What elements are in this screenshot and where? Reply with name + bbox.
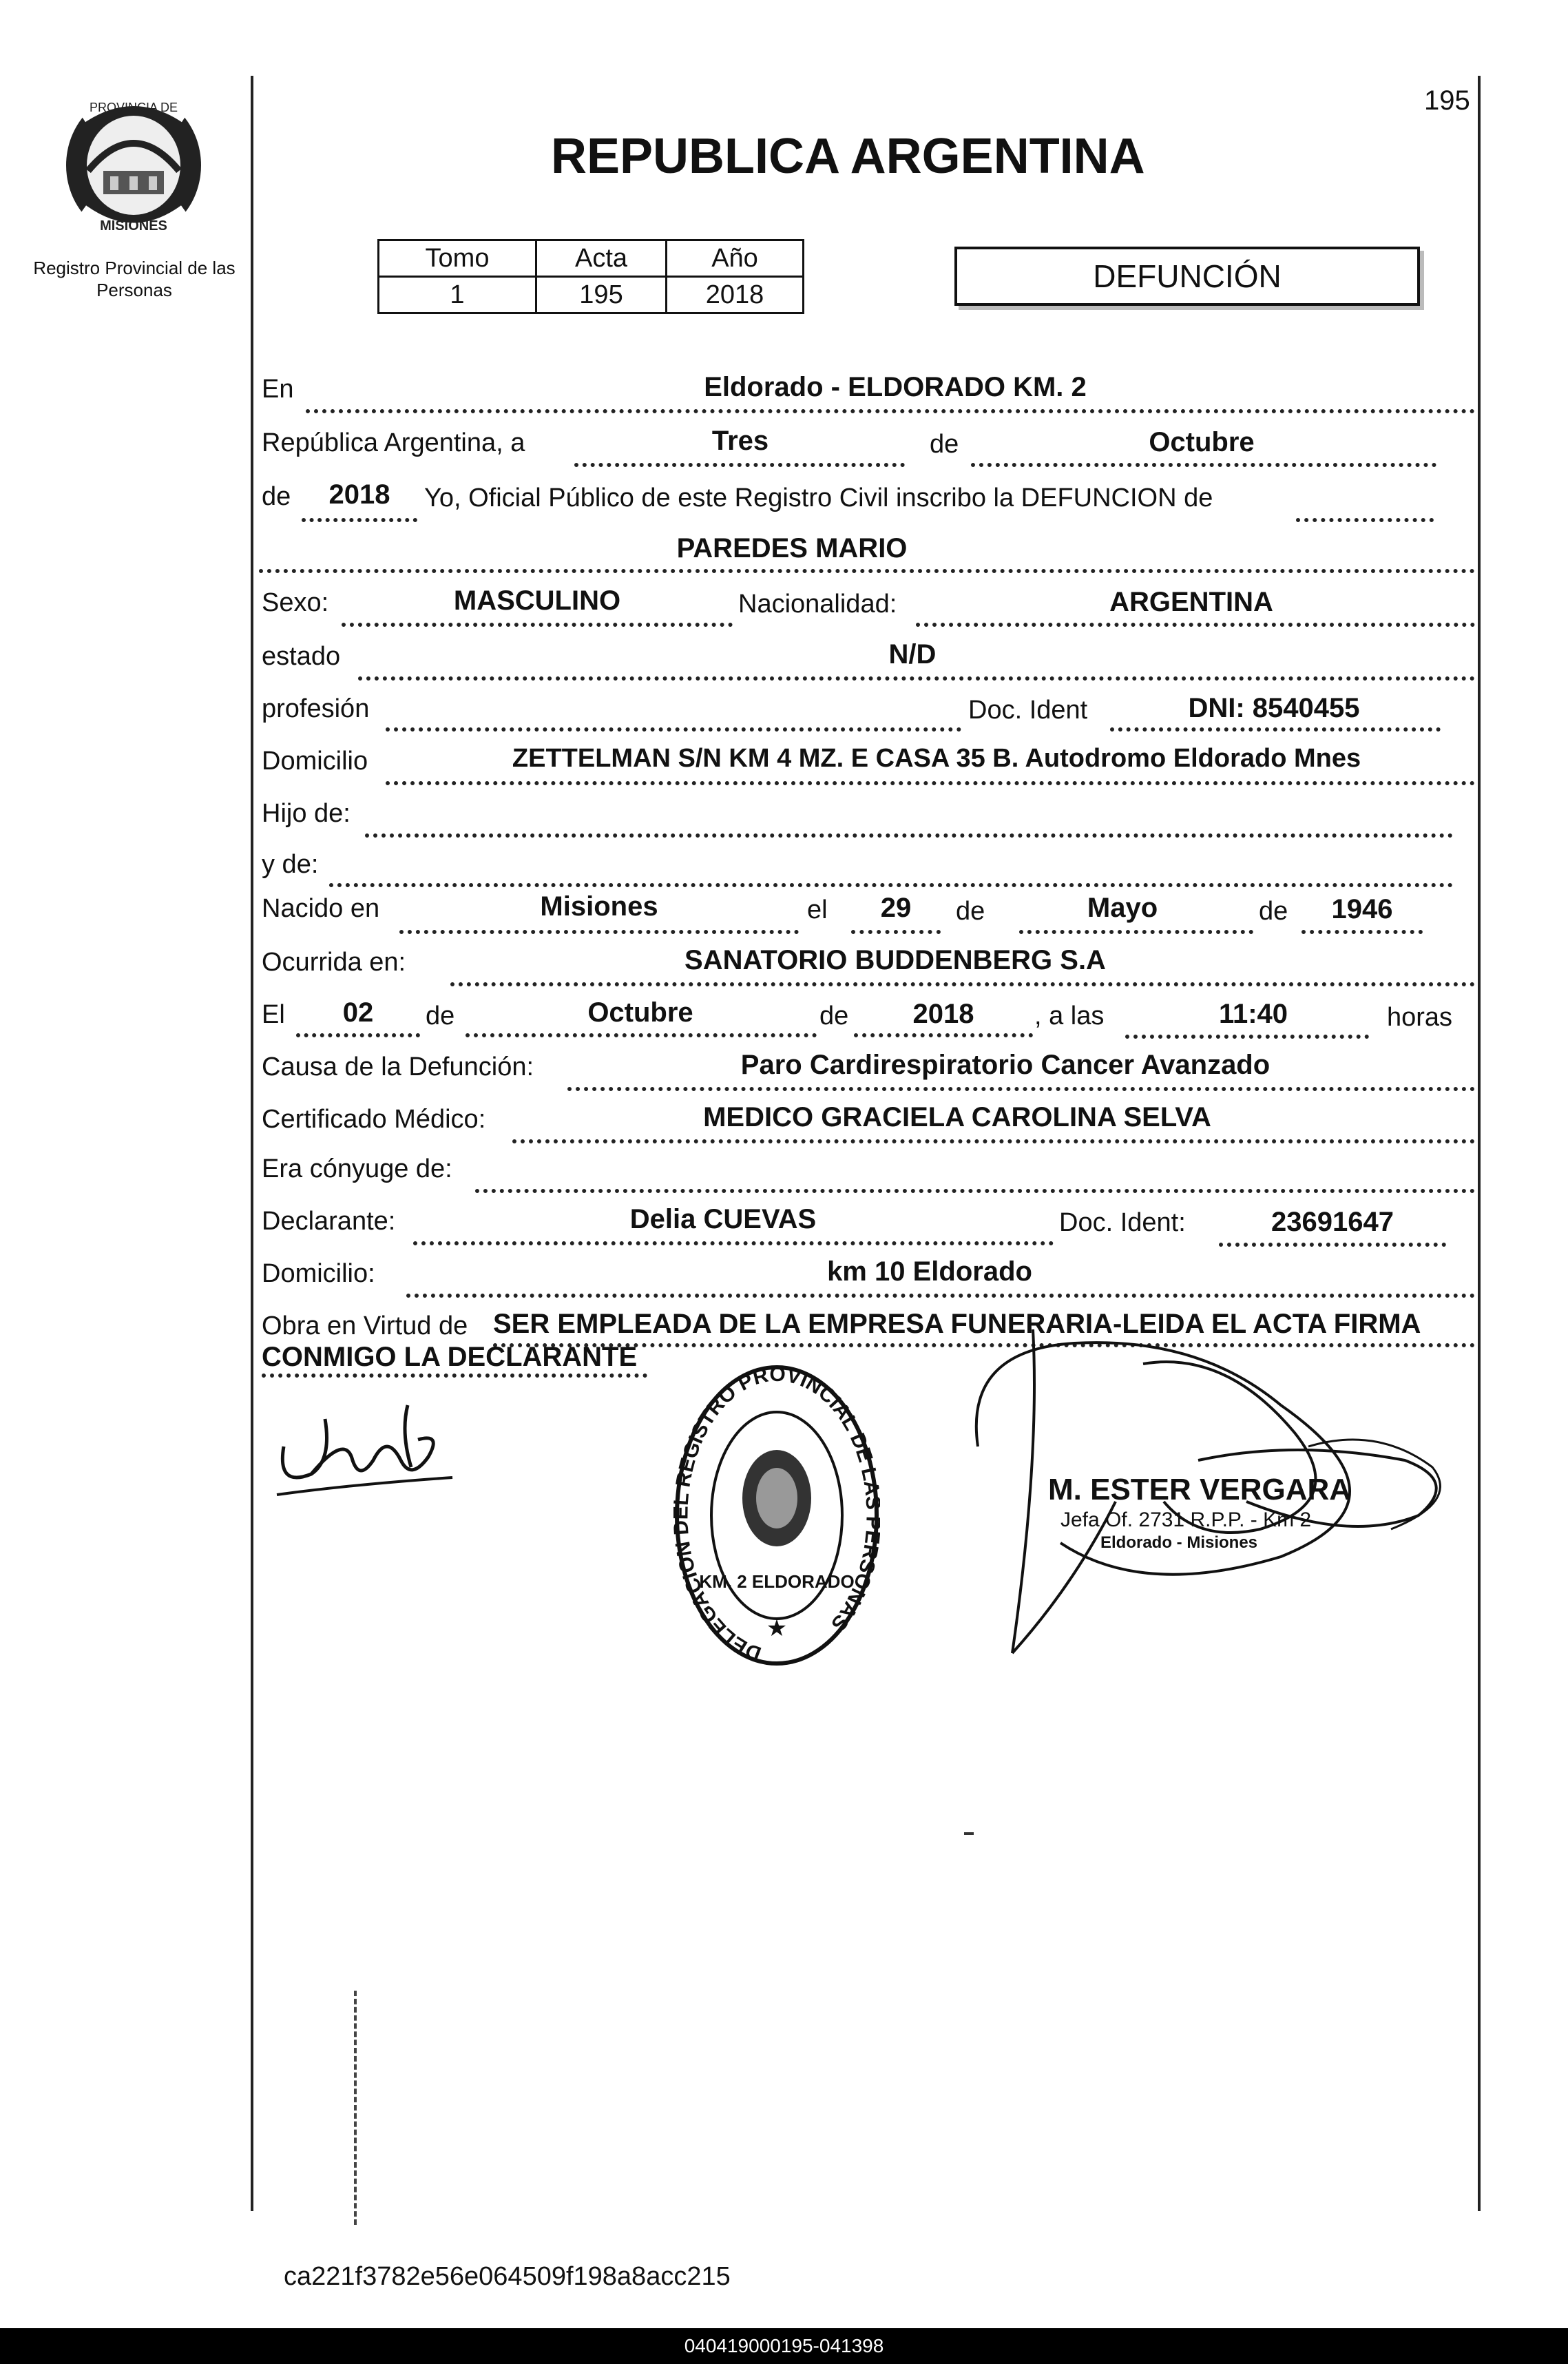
table-cell: 2018 — [667, 277, 804, 313]
domicilio-label: Domicilio — [262, 747, 368, 776]
dotted-line — [1302, 930, 1423, 934]
right-margin-rule — [1478, 76, 1481, 2211]
birth-day: 29 — [880, 893, 912, 923]
obra-value-line2: CONMIGO LA DECLARANTE — [262, 1342, 638, 1372]
svg-text:DELEGACION DEL REGISTRO PROVIN: DELEGACION REGISTRO PROVINCIAL DE L RSONAS — [673, 1362, 880, 1666]
vertical-dash-mark — [354, 1991, 357, 2225]
dotted-line — [574, 463, 905, 467]
death-day: 02 — [342, 997, 374, 1028]
doc-ident-value: DNI: 8540455 — [1188, 693, 1360, 723]
doc2-value: 23691647 — [1271, 1207, 1394, 1237]
alas-label: , a las — [1034, 1002, 1105, 1030]
sexo-label: Sexo: — [262, 588, 329, 617]
province-logo — [61, 88, 207, 242]
de-label: de — [819, 1002, 849, 1030]
nacido-label: Nacido en — [262, 894, 380, 923]
dotted-line — [302, 518, 417, 522]
en-label: En — [262, 375, 294, 404]
dotted-line — [1019, 930, 1253, 934]
el2-label: El — [262, 1000, 285, 1029]
dotted-line — [406, 1294, 1475, 1298]
barcode-text: 040419000195-041398 — [684, 2335, 884, 2356]
nacionalidad-label: Nacionalidad: — [738, 590, 897, 619]
dotted-line — [296, 1033, 420, 1037]
left-margin-rule — [251, 76, 253, 2211]
domicilio-value: ZETTELMAN S/N KM 4 MZ. E CASA 35 B. Autodromo Eldorado Mnes — [512, 744, 1361, 773]
declarante-label: Declarante: — [262, 1207, 396, 1236]
table-cell: 1 — [379, 277, 536, 313]
svg-text:PROVINCIA DE: PROVINCIA DE — [89, 101, 178, 114]
declarant-signature — [270, 1391, 463, 1508]
registry-name: Registro Provincial de las Personas — [33, 258, 236, 300]
dotted-line — [971, 463, 1436, 467]
official-place: Eldorado - Misiones — [1100, 1533, 1258, 1552]
dotted-line — [1125, 1035, 1369, 1039]
en-value: Eldorado - ELDORADO KM. 2 — [704, 372, 1087, 402]
death-time: 11:40 — [1218, 999, 1288, 1029]
domicilio2-label: Domicilio: — [262, 1259, 375, 1288]
declarante-value: Delia CUEVAS — [629, 1204, 817, 1234]
dotted-line — [365, 833, 1453, 838]
dotted-line — [399, 930, 799, 934]
de-label: de — [956, 897, 985, 926]
de-label: de — [930, 430, 959, 459]
day-value: Tres — [711, 426, 769, 456]
svg-text:MISIONES: MISIONES — [100, 218, 167, 234]
nacido-value: Misiones — [540, 891, 658, 922]
dotted-line — [854, 1033, 1033, 1037]
dotted-line — [851, 930, 941, 934]
dotted-line — [358, 676, 1475, 681]
dotted-line — [916, 623, 1475, 627]
obra-label: Obra en Virtud de — [262, 1311, 468, 1340]
record-table — [377, 239, 804, 314]
yo-text: Yo, Oficial Público de este Registro Civil inscribo la DEFUNCION de — [424, 484, 1213, 512]
dotted-line — [329, 883, 1453, 887]
dotted-line — [1110, 727, 1441, 732]
dash-mark — [964, 1832, 974, 1835]
dotted-line — [262, 1373, 647, 1378]
republica-label: República Argentina, a — [262, 428, 525, 457]
conyuge-label: Era cónyuge de: — [262, 1154, 452, 1183]
footer-bar — [0, 2328, 1568, 2364]
yde-label: y de: — [262, 850, 319, 879]
estado-label: estado — [262, 642, 341, 671]
dotted-line — [386, 781, 1475, 785]
dotted-line — [306, 409, 1475, 413]
table-header: Tomo — [379, 240, 536, 277]
dotted-line — [512, 1139, 1475, 1143]
causa-value: Paro Cardirespiratorio Cancer Avanzado — [740, 1050, 1271, 1080]
de-label: de — [426, 1002, 455, 1030]
el-label: el — [807, 895, 828, 924]
birth-month: Mayo — [1087, 893, 1158, 923]
obra-value-line1: SER EMPLEADA DE LA EMPRESA FUNERARIA-LEIDA EL ACTA FIRMA — [493, 1309, 1421, 1339]
svg-text:KM. 2 ELDORADO: KM. 2 ELDORADO — [699, 1571, 855, 1592]
dotted-line — [567, 1087, 1475, 1091]
record-type: DEFUNCIÓN — [1093, 258, 1282, 294]
birth-year: 1946 — [1331, 894, 1393, 924]
dotted-line — [450, 982, 1475, 986]
month-value: Octubre — [1149, 427, 1255, 457]
certificado-value: MEDICO GRACIELA CAROLINA SELVA — [703, 1102, 1211, 1132]
horas-label: horas — [1387, 1003, 1453, 1032]
dotted-line — [1296, 518, 1434, 522]
profesion-label: profesión — [262, 694, 370, 723]
document-hash: ca221f3782e56e064509f198a8acc215 — [284, 2262, 731, 2291]
year-value: 2018 — [328, 479, 390, 510]
dotted-line — [466, 1033, 817, 1037]
de-label: de — [262, 482, 291, 511]
dotted-line — [342, 623, 733, 627]
dotted-line — [259, 569, 1475, 573]
hijo-label: Hijo de: — [262, 799, 351, 828]
domicilio2-value: km 10 Eldorado — [827, 1256, 1032, 1287]
ocurrida-value: SANATORIO BUDDENBERG S.A — [684, 945, 1106, 975]
estado-value: N/D — [888, 639, 937, 670]
official-name: M. ESTER VERGARA — [1048, 1473, 1352, 1506]
certificado-label: Certificado Médico: — [262, 1105, 486, 1134]
deceased-name: PAREDES MARIO — [676, 533, 908, 563]
de-label: de — [1259, 897, 1288, 926]
dotted-line — [1219, 1243, 1446, 1247]
table-header: Año — [667, 240, 804, 277]
svg-text:★: ★ — [766, 1615, 788, 1642]
doc-ident-label: Doc. Ident — [968, 696, 1088, 725]
table-cell: 195 — [536, 277, 667, 313]
round-registry-seal — [673, 1360, 880, 1670]
official-title: Jefa Of. 2731 R.P.P. - Km 2 — [1060, 1508, 1312, 1531]
death-month: Octubre — [587, 997, 693, 1028]
dotted-line — [475, 1189, 1475, 1193]
sexo-value: MASCULINO — [453, 585, 621, 616]
record-type-box — [954, 247, 1420, 306]
doc2-label: Doc. Ident: — [1059, 1208, 1186, 1237]
table-header: Acta — [536, 240, 667, 277]
nacionalidad-value: ARGENTINA — [1109, 587, 1273, 617]
dotted-line — [386, 727, 961, 732]
page-title: REPUBLICA ARGENTINA — [551, 129, 1145, 184]
death-year: 2018 — [912, 999, 974, 1029]
causa-label: Causa de la Defunción: — [262, 1053, 534, 1081]
ocurrida-label: Ocurrida en: — [262, 948, 406, 977]
page-number: 195 — [1424, 85, 1470, 116]
dotted-line — [413, 1241, 1054, 1245]
